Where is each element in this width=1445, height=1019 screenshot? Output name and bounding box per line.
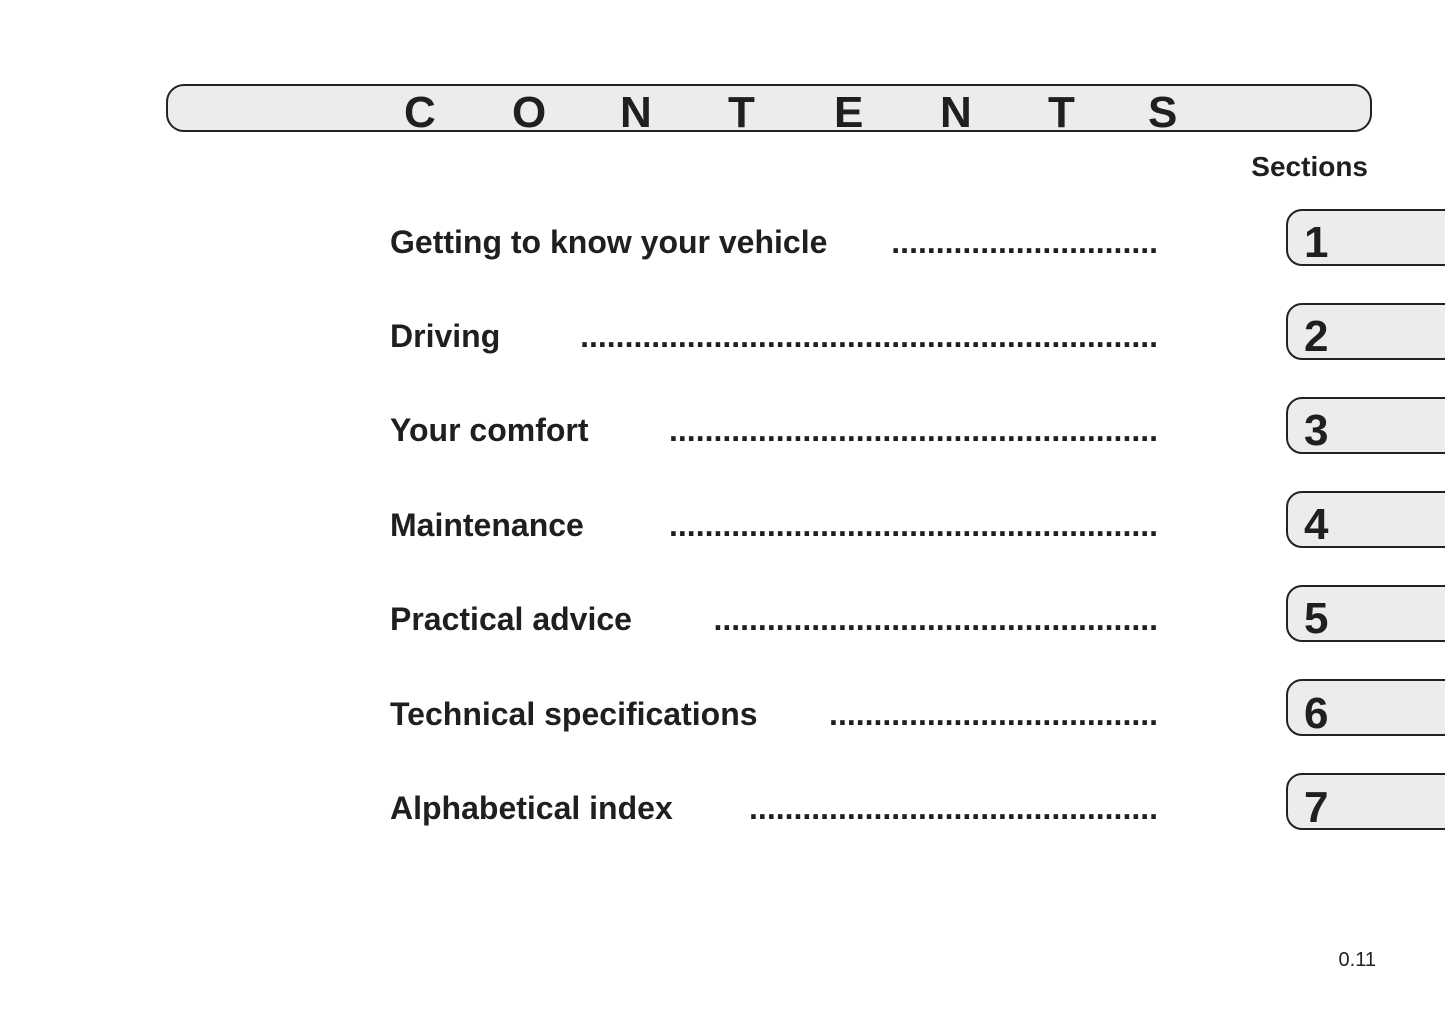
section-number: 3	[1304, 406, 1329, 455]
title-letter: E	[834, 88, 864, 137]
toc-dot-leader: .......................................................	[669, 412, 1158, 448]
toc-entry-practical-advice[interactable]: Practical advice	[390, 601, 632, 637]
title-letter: N	[940, 88, 972, 137]
title-letter: S	[1148, 88, 1178, 137]
toc-entry-driving[interactable]: Driving	[390, 318, 501, 354]
section-number: 5	[1304, 594, 1329, 643]
title-letter: C	[404, 88, 436, 137]
title-letter: N	[620, 88, 652, 137]
title-letter: T	[1048, 88, 1075, 137]
sections-label: Sections	[1251, 151, 1368, 182]
toc-dot-leader: .................................................................	[580, 318, 1158, 354]
toc-dot-leader: ..............................	[891, 224, 1158, 260]
toc-entry-alphabetical-index[interactable]: Alphabetical index	[390, 790, 673, 826]
toc-dot-leader: .......................................................	[669, 507, 1158, 543]
toc-dot-leader: ..............................................	[749, 790, 1158, 826]
toc-entry-your-comfort[interactable]: Your comfort	[390, 412, 589, 448]
contents-title	[388, 88, 1188, 138]
section-number: 1	[1304, 218, 1329, 267]
section-number: 4	[1304, 500, 1329, 549]
toc-entry-maintenance[interactable]: Maintenance	[390, 507, 584, 543]
toc-entry-getting-to-know[interactable]: Getting to know your vehicle	[390, 224, 828, 260]
toc-entry-technical-specifications[interactable]: Technical specifications	[390, 696, 758, 732]
toc-dot-leader: ..................................................	[713, 601, 1158, 637]
toc-dot-leader: .....................................	[829, 696, 1158, 732]
title-letter: O	[512, 88, 547, 137]
section-number: 6	[1304, 689, 1329, 738]
section-number: 2	[1304, 312, 1329, 361]
title-letter: T	[728, 88, 755, 137]
page-number: 0.11	[1338, 949, 1376, 971]
section-number: 7	[1304, 783, 1329, 832]
